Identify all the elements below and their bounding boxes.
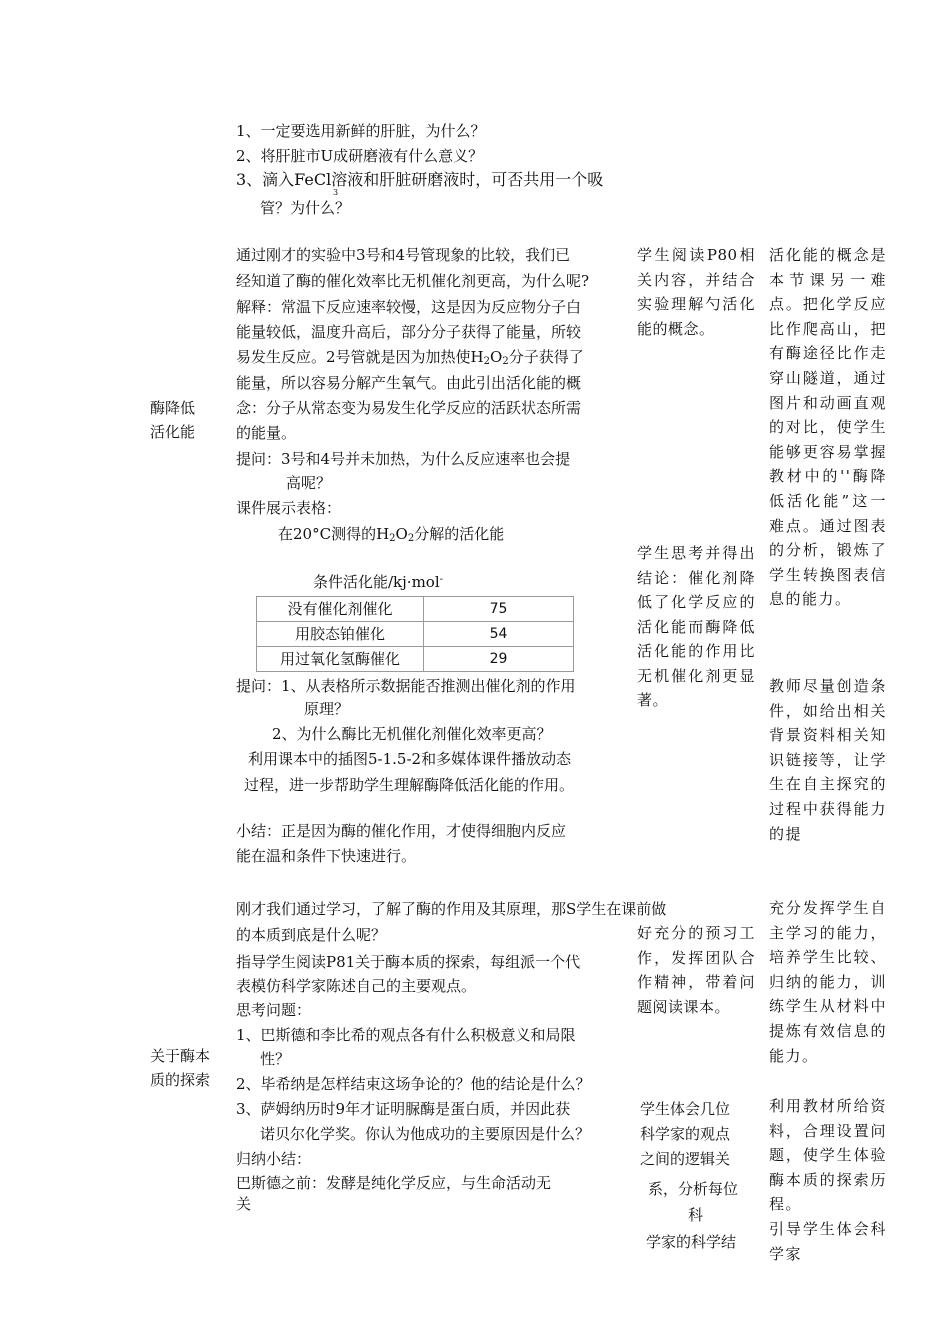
table-header	[313, 571, 443, 591]
design-intent-1: 充分发挥学生自主学习的能力，培养学生比较、归纳的能力，训练学生从材料中提炼有效信息的能力。	[769, 899, 887, 1065]
text: 条件活化能/kj·mol	[313, 573, 440, 591]
topic-enzyme-nature	[150, 1044, 220, 1092]
para-line: 经知道了酶的催化效率比无机催化剂更高，为什么呢?	[236, 272, 590, 290]
para-line: 思考问题：	[236, 1001, 312, 1019]
para-line: 能量，所以容易分解产生氧气。由此引出活化能的概	[236, 374, 582, 392]
para-line-h2o2	[236, 348, 584, 371]
subscript: 2	[483, 356, 491, 367]
value-cell: 29	[424, 647, 574, 672]
question-1-cont: 高呢？	[286, 474, 332, 492]
student-activity-line: 科	[688, 1206, 704, 1224]
para-line: 念：分子从常态变为易发生化学反应的活跃状态所需	[236, 399, 582, 417]
topic-line: 活化能	[150, 423, 196, 441]
topic-line: 酶降低	[150, 399, 196, 417]
topic-line: 关于酶本	[150, 1047, 211, 1065]
superscript: -	[439, 574, 444, 585]
table-caption	[278, 525, 504, 548]
figure-line: 过程，进一步帮助学生理解酶降低活化能的作用。	[244, 776, 575, 794]
courseware-label: 课件展示表格：	[236, 499, 342, 517]
student-activity-line: 科学家的观点	[640, 1125, 731, 1143]
intro-question-3: 3、滴入FeCl溶液和肝脏研磨液时，可否共用一个吸	[236, 170, 604, 189]
table-row	[257, 622, 574, 647]
para-line: 表模仿科学家陈述自己的主要观点。	[236, 977, 477, 995]
topic-line: 质的探索	[150, 1071, 211, 1089]
value-cell: 75	[424, 597, 574, 622]
intro-question-1: 1、一定要选用新鲜的肝脏，为什么？	[236, 122, 486, 140]
condition-cell: 用胶态铂催化	[257, 622, 424, 647]
text: O	[490, 348, 503, 366]
text: 在20°C测得的H	[278, 525, 390, 543]
design-intent-1: 活化能的概念是本节课另一难点。把化学反应比作爬高山，把有酶途径比作走穿山隧道，通过图片和动画直观的对比，使学生能够更容易掌握教材中的''酶降低活化能”这一难点。通过图表的分析，锻炼了学生转换图表信息的能力。	[769, 246, 887, 609]
question-1-cont: 性？	[260, 1050, 291, 1068]
question-2-cont: 原理？	[304, 700, 350, 718]
para-line: 能量较低，温度升高后，部分分子获得了能量，所较	[236, 323, 582, 341]
table-row	[257, 597, 574, 622]
activation-energy-table	[256, 596, 574, 672]
student-activity-line: 学生体会几位	[640, 1100, 731, 1118]
design-intent-2: 教师尽量创造条件，如给出相关背景资料相关知识链接等，让学生在自主探究的过程中获得能力的提	[769, 677, 887, 843]
figure-line: 利用课本中的插图5-1.5-2和多媒体课件播放动态	[248, 750, 572, 768]
student-activity-line: 学家的科学结	[646, 1233, 737, 1251]
student-activity-1: 学生阅读P80相关内容，并结合实验理解勺活化能的概念。	[637, 246, 755, 338]
question-1: 1、巴斯德和李比希的观点各有什么积极意义和局限	[236, 1026, 576, 1044]
summary-line: 小结：正是因为酶的催化作用，才使得细胞内反应	[236, 822, 567, 840]
pasteur-line: 巴斯德之前：发酵是纯化学反应，与生命活动无	[236, 1174, 552, 1192]
text: 分解的活化能	[414, 525, 505, 543]
pasteur-line: 关	[236, 1195, 252, 1213]
question-2: 2、毕希纳是怎样结束这场争论的？他的结论是什么？	[236, 1075, 591, 1093]
summary-label: 归纳小结：	[236, 1150, 312, 1168]
summary-line: 能在温和条件下快速进行。	[236, 847, 417, 865]
student-activity-line: 系，分析每位	[648, 1180, 739, 1198]
value-cell: 54	[424, 622, 574, 647]
question-3: 3、萨姆纳历时9年才证明脲酶是蛋白质，并因此获	[236, 1100, 571, 1118]
para-line: 的本质到底是什么呢？	[236, 926, 387, 944]
text: O	[395, 525, 408, 543]
student-activity-2: 学生思考并得出结论：催化剂降低了化学反应的活化能而酶降低活化能的作用比无机催化剂更显著。	[637, 544, 755, 709]
para-line: 刚才我们通过学习，了解了酶的作用及其原理，那S学生在课前做	[236, 900, 667, 918]
table-row	[257, 647, 574, 672]
question-1: 提问：3号和4号并未加热，为什么反应速率也会提	[236, 450, 571, 468]
design-intent-2: 利用教材所给资料，合理设置问题，使学生体验酶本质的探索历程。	[769, 1097, 887, 1214]
fecl-subscript: 3	[333, 188, 339, 197]
topic-enzyme-activation-energy	[150, 396, 220, 444]
para-line: 的能量。	[236, 424, 297, 442]
subscript: 2	[502, 356, 509, 367]
question-3: 2、为什么酶比无机催化剂催化效率更高？	[272, 725, 552, 743]
text: 分子获得了	[508, 348, 584, 366]
design-intent-3: 引导学生体会科学家	[769, 1220, 887, 1263]
condition-cell: 没有催化剂催化	[257, 597, 424, 622]
question-2: 提问：1、从表格所示数据能否推测出催化剂的作用	[236, 677, 576, 695]
question-3-cont: 诺贝尔化学奖。你认为他成功的主要原因是什么？	[260, 1125, 591, 1143]
para-line: 通过刚才的实验中3号和4号管现象的比较，我们已	[236, 246, 571, 264]
subscript: 2	[389, 533, 396, 544]
intro-question-2: 2、将肝脏市U成研磨液有什么意义？	[236, 147, 484, 165]
student-activity-1: 好充分的预习工作，发挥团队合作精神，带着问题阅读课本。	[637, 924, 755, 1016]
intro-question-3-cont: 管？为什么？	[260, 199, 351, 217]
student-activity-line: 之间的逻辑关	[640, 1150, 731, 1168]
para-line: 指导学生阅读P81关于酶本质的探索，每组派一个代	[236, 953, 581, 971]
subscript: 2	[407, 533, 415, 544]
condition-cell: 用过氧化氢酶催化	[257, 647, 424, 672]
text: 易发生反应。2号管就是因为加热使H	[236, 348, 484, 366]
para-line: 解释：常温下反应速率较慢，这是因为反应物分子白	[236, 298, 582, 316]
